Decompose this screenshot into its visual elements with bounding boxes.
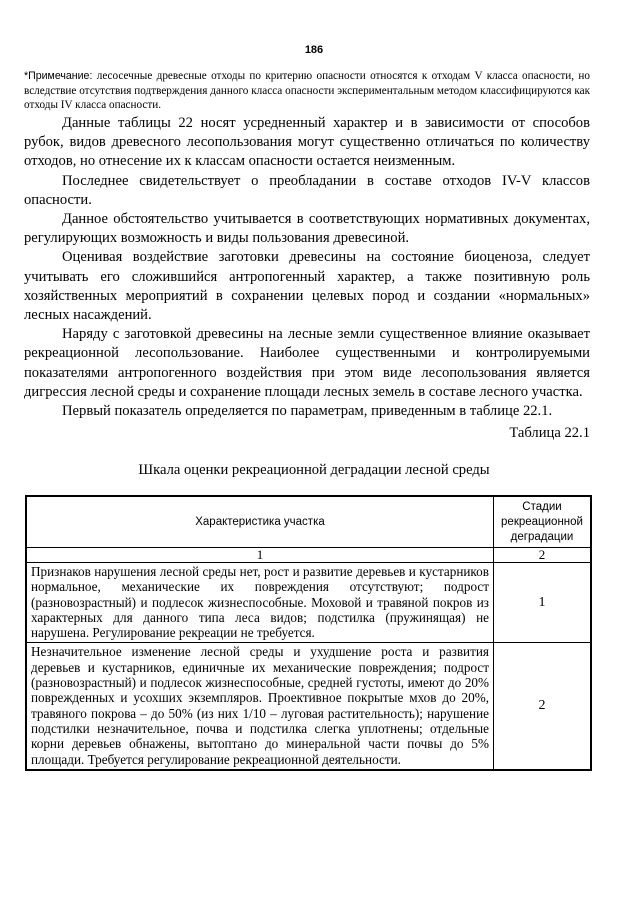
row-characteristic: Признаков нарушения лесной среды нет, рост и развитие деревьев и кустарников нормальное, механические их повреждения отсутствуют; подрост (разновозрастный) и подлесок жизнеспособные. Моховой и травяной покров из характерных для данного типа леса видов; подстилка (пружинящая) не нарушена. Регулирование рекреации не требуется. (26, 563, 494, 643)
footnote (24, 69, 590, 113)
paragraph: Наряду с заготовкой древесины на лесные земли существенное влияние оказывает рекреационной лесопользование. Наиболее существенными и контролируемыми показателями антропогенного воздействия при этом виде лесопользования является дигрессия лесной среды и сохранение площади лесных земель в составе лесного участка. (24, 326, 590, 400)
row-stage: 1 (494, 563, 592, 643)
footnote-lead: *Примечание: (24, 70, 93, 82)
row-stage: 2 (494, 643, 592, 770)
table-title: Шкала оценки рекреационной деградации лесной среды (138, 462, 490, 478)
table-row (26, 563, 591, 643)
table-row (26, 643, 591, 770)
degradation-scale-table (25, 495, 592, 771)
column-number: 2 (494, 548, 592, 563)
paragraph: Данное обстоятельство учитывается в соответствующих нормативных документах, регулирующих возможность и виды пользования древесиной. (24, 211, 590, 247)
paragraph: Первый показатель определяется по параметрам, приведенным в таблице 22.1. (62, 403, 553, 420)
header-characteristic: Характеристика участка (26, 496, 494, 548)
paragraph: Оценивая воздействие заготовки древесины на состояние биоценоза, следует учитывать его сложившийся антропогенный характер, а также позитивную роль хозяйственных мероприятий в сохранении целевых пород и создании «нормальных» лесных насаждений. (24, 249, 590, 324)
table-header-row (26, 496, 591, 548)
body-text (24, 114, 590, 421)
column-number-row (26, 548, 591, 563)
footnote-text: лесосечные древесные отходы по критерию опасности относятся к отходам V класса опасности, но вследствие отсутствия подтверждения данного класса опасности экспериментальным методом классифицируются как отходы IV класса опасности. (24, 70, 590, 111)
table-label: Таблица 22.1 (509, 425, 590, 441)
page-number: 186 (304, 44, 324, 56)
column-number: 1 (26, 548, 494, 563)
paragraph: Последнее свидетельствует о преобладании в составе отходов IV-V классов опасности. (24, 172, 590, 208)
paragraph: Данные таблицы 22 носят усредненный характер и в зависимости от способов рубок, видов древесного лесопользования могут существенно отличаться по количеству отходов, но отнесение их к классам опасности остается неизменным. (24, 115, 590, 170)
header-stage: Стадии рекреационной деградации (494, 496, 592, 548)
row-characteristic: Незначительное изменение лесной среды и ухудшение роста и развития деревьев и кустарников, единичные их механические повреждения; подрост (разновозрастный) и подлесок жизнеспособные, средней густоты, имеют до 20% поврежденных и усохших экземпляров. Проективное покрытые мхов до 20%, травяного покрова – до 50% (из них 1/10 – луговая растительность); нарушение подстилки незначительное, почва и подстилка слегка уплотнены; отдельные корни деревьев обнажены, вытоптано до минеральной части почвы до 5% площади. Требуется регулирование рекреационной деятельности. (26, 643, 494, 770)
